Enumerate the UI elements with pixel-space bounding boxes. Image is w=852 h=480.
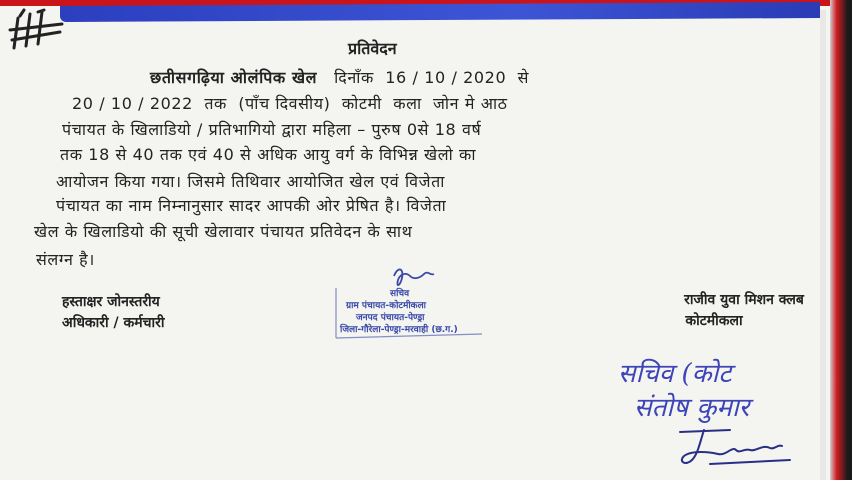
body-line-7: खेल के खिलाडियो की सूची खेलावार पंचायत प्रतिवेदन के साथ bbox=[34, 222, 413, 241]
signatory-right-line1: राजीव युवा मिशन क्लब bbox=[684, 292, 804, 308]
date-range-start: दिनाँक 16 / 10 / 2020 से bbox=[317, 68, 530, 87]
signatory-left-line1: हस्ताक्षर जोनस्तरीय bbox=[62, 294, 160, 310]
body-line-2: 20 / 10 / 2022 तक (पाँच दिवसीय) कोटमी कला जोन मे आठ bbox=[72, 94, 508, 113]
document-title: प्रतिवेदन bbox=[348, 39, 397, 58]
body-line-3: पंचायत के खिलाडियो / प्रतिभागियो द्वारा महिला – पुरुष 0से 18 वर्ष bbox=[62, 120, 482, 139]
handwritten-signature bbox=[670, 420, 810, 470]
body-line-4: तक 18 से 40 तक एवं 40 से अधिक आयु वर्ग के विभिन्न खेलो का bbox=[60, 145, 477, 164]
stamp-line-3: जनपद पंचायत-पेण्ड्रा bbox=[356, 313, 425, 323]
signatory-right bbox=[626, 290, 852, 332]
stamp-line-4: जिला-गौरेला-पेण्ड्रा-मरवाही (छ.ग.) bbox=[340, 325, 458, 335]
body-line-6: पंचायत का नाम निम्नानुसार सादर आपकी ओर प्रेषित है। विजेता bbox=[56, 196, 447, 215]
official-stamp bbox=[332, 262, 492, 342]
handwritten-name: संतोष कुमार bbox=[634, 393, 750, 423]
body-line-5: आयोजन किया गया। जिसमे तिथिवार आयोजित खेल एवं विजेता bbox=[56, 172, 445, 191]
stamp-line-2: ग्राम पंचायत-कोटमीकला bbox=[346, 301, 427, 311]
stamp-line-1: सचिव bbox=[390, 289, 410, 299]
signatory-left bbox=[62, 292, 165, 334]
signatory-left-line2: अधिकारी / कर्मचारी bbox=[62, 315, 165, 331]
event-name: छतीसगढ़िया ओलंपिक खेल bbox=[150, 68, 318, 87]
handwritten-designation: सचिव (कोट bbox=[618, 359, 732, 389]
body-line-8: संलग्न है। bbox=[36, 250, 95, 269]
signatory-right-line2: कोटमीकला bbox=[685, 313, 743, 329]
body-line-1 bbox=[150, 66, 529, 88]
